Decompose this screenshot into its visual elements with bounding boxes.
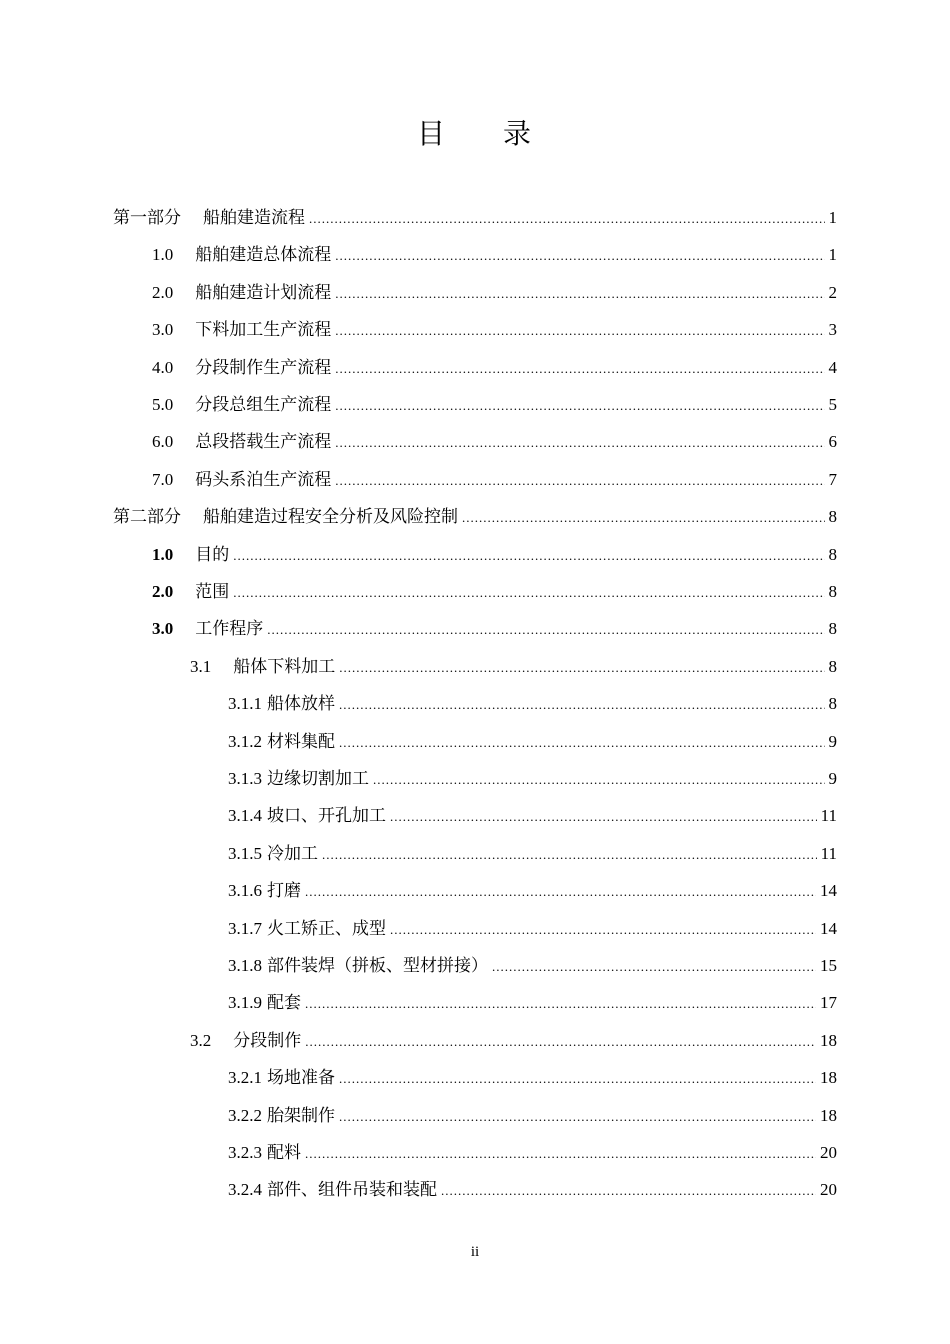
toc-entry-title: 胎架制作 bbox=[267, 1106, 335, 1125]
toc-entry-title: 目的 bbox=[195, 545, 230, 564]
toc-entry-title: 火工矫正、成型 bbox=[267, 919, 386, 938]
toc-entry[interactable] bbox=[152, 390, 837, 420]
toc-entry[interactable] bbox=[228, 876, 837, 906]
toc-entry[interactable] bbox=[113, 203, 837, 233]
toc-dot-leader bbox=[373, 765, 825, 795]
toc-entry-title: 下料加工生产流程 bbox=[195, 320, 332, 339]
toc-entry-page: 6 bbox=[828, 432, 837, 451]
toc-entry-title: 分段总组生产流程 bbox=[195, 395, 332, 414]
toc-entry-number: 3.1.1 bbox=[228, 694, 262, 713]
toc-dot-leader bbox=[335, 428, 824, 458]
toc-entry-page: 2 bbox=[828, 283, 837, 302]
toc-entry[interactable] bbox=[152, 278, 837, 308]
toc-dot-leader bbox=[305, 989, 816, 1019]
toc-entry-page: 20 bbox=[820, 1180, 837, 1199]
toc-entry[interactable] bbox=[228, 839, 837, 869]
toc-entry-title: 码头系泊生产流程 bbox=[195, 470, 332, 489]
toc-entry-title: 范围 bbox=[195, 582, 230, 601]
toc-entry-page: 18 bbox=[820, 1106, 837, 1125]
toc-dot-leader bbox=[339, 1064, 816, 1094]
toc-entry[interactable] bbox=[228, 1101, 837, 1131]
toc-entry-title: 边缘切割加工 bbox=[267, 769, 369, 788]
toc-entry[interactable] bbox=[228, 764, 837, 794]
toc-dot-leader bbox=[335, 316, 824, 346]
toc-entry-title: 总段搭载生产流程 bbox=[195, 432, 332, 451]
toc-entry-page: 1 bbox=[828, 245, 837, 264]
toc-entry-title: 船体下料加工 bbox=[233, 657, 336, 676]
toc-entry-number: 3.0 bbox=[152, 619, 174, 638]
toc-entry-number: 2.0 bbox=[152, 283, 174, 302]
toc-entry[interactable] bbox=[190, 1026, 837, 1056]
toc-dot-leader bbox=[335, 354, 824, 384]
toc-entry[interactable] bbox=[228, 1063, 837, 1093]
toc-entry-number: 1.0 bbox=[152, 545, 174, 564]
toc-entry-number: 第二部分 bbox=[113, 507, 181, 526]
toc-entry-number: 2.0 bbox=[152, 582, 174, 601]
toc-entry-title: 打磨 bbox=[267, 881, 301, 900]
toc-entry-page: 11 bbox=[820, 844, 837, 863]
toc-entry-title: 部件、组件吊装和装配 bbox=[267, 1180, 437, 1199]
toc-entry[interactable] bbox=[152, 614, 837, 644]
page-title-char-2: 录 bbox=[503, 119, 534, 150]
toc-dot-leader bbox=[233, 578, 824, 608]
toc-entry-page: 8 bbox=[828, 619, 837, 638]
toc-entry-number: 3.1.5 bbox=[228, 844, 262, 863]
toc-entry-number: 1.0 bbox=[152, 245, 174, 264]
toc-dot-leader bbox=[335, 466, 824, 496]
toc-entry[interactable] bbox=[152, 540, 837, 570]
toc-entry-page: 20 bbox=[820, 1143, 837, 1162]
toc-entry-page: 7 bbox=[828, 470, 837, 489]
toc-dot-leader bbox=[335, 391, 824, 421]
toc-entry-page: 15 bbox=[820, 956, 837, 975]
toc-entry-title: 坡口、开孔加工 bbox=[267, 806, 386, 825]
toc-entry[interactable] bbox=[228, 689, 837, 719]
toc-entry-number: 3.1.3 bbox=[228, 769, 262, 788]
toc-entry-page: 8 bbox=[828, 657, 837, 676]
toc-entry-page: 8 bbox=[828, 694, 837, 713]
toc-dot-leader bbox=[339, 728, 825, 758]
toc-entry-page: 8 bbox=[828, 582, 837, 601]
toc-dot-leader bbox=[492, 952, 816, 982]
toc-entry-title: 船舶建造流程 bbox=[203, 208, 305, 227]
toc-entry-title: 冷加工 bbox=[267, 844, 318, 863]
toc-entry[interactable] bbox=[228, 1175, 837, 1205]
toc-dot-leader bbox=[339, 1102, 816, 1132]
toc-entry-title: 配料 bbox=[267, 1143, 301, 1162]
toc-entry-number: 3.0 bbox=[152, 320, 174, 339]
toc-entry-number: 3.2.2 bbox=[228, 1106, 262, 1125]
toc-entry[interactable] bbox=[152, 315, 837, 345]
toc-entry[interactable] bbox=[228, 801, 837, 831]
toc-entry-number: 3.1.7 bbox=[228, 919, 262, 938]
toc-entry-page: 18 bbox=[820, 1031, 837, 1050]
toc-entry[interactable] bbox=[152, 427, 837, 457]
toc-entry-number: 3.1.2 bbox=[228, 732, 262, 751]
toc-dot-leader bbox=[339, 653, 824, 683]
toc-dot-leader bbox=[339, 690, 825, 720]
toc-dot-leader bbox=[390, 915, 816, 945]
toc-entry-number: 3.2 bbox=[190, 1031, 212, 1050]
toc-dot-leader bbox=[335, 279, 824, 309]
toc-entry-number: 7.0 bbox=[152, 470, 174, 489]
toc-entry-number: 3.2.4 bbox=[228, 1180, 262, 1199]
page-title-char-1: 目 bbox=[416, 119, 447, 150]
toc-entry-title: 工作程序 bbox=[195, 619, 264, 638]
toc-entry-page: 9 bbox=[828, 732, 837, 751]
toc-entry-page: 3 bbox=[828, 320, 837, 339]
toc-entry[interactable] bbox=[228, 1138, 837, 1168]
toc-dot-leader bbox=[233, 541, 824, 571]
toc-entry-page: 5 bbox=[828, 395, 837, 414]
toc-entry-page: 17 bbox=[820, 993, 837, 1012]
toc-dot-leader bbox=[335, 241, 824, 271]
toc-entry-title: 场地准备 bbox=[267, 1068, 335, 1087]
toc-dot-leader bbox=[462, 503, 825, 533]
toc-entry-number: 3.1 bbox=[190, 657, 212, 676]
toc-dot-leader bbox=[305, 1027, 816, 1057]
toc-entry[interactable] bbox=[152, 577, 837, 607]
toc-entry[interactable] bbox=[152, 465, 837, 495]
toc-entry-page: 8 bbox=[828, 507, 837, 526]
toc-dot-leader bbox=[309, 204, 825, 234]
toc-entry[interactable] bbox=[228, 988, 837, 1018]
page-number: ii bbox=[470, 1244, 480, 1260]
toc-entry-page: 11 bbox=[820, 806, 837, 825]
toc-entry[interactable] bbox=[113, 502, 837, 532]
toc-entry-page: 14 bbox=[820, 919, 837, 938]
toc-entry-number: 5.0 bbox=[152, 395, 174, 414]
toc-dot-leader bbox=[322, 840, 817, 870]
toc-entry-number: 3.1.6 bbox=[228, 881, 262, 900]
toc-entry-page: 4 bbox=[828, 358, 837, 377]
toc-dot-leader bbox=[441, 1176, 816, 1206]
toc-entry-title: 分段制作生产流程 bbox=[195, 358, 332, 377]
toc-entry-title: 船舶建造计划流程 bbox=[195, 283, 332, 302]
toc-entry-number: 3.1.4 bbox=[228, 806, 262, 825]
toc-entry-page: 1 bbox=[828, 208, 837, 227]
toc-entry-number: 第一部分 bbox=[113, 208, 181, 227]
toc-entry[interactable] bbox=[228, 951, 837, 981]
toc-entry[interactable] bbox=[228, 914, 837, 944]
toc-entry-number: 3.2.3 bbox=[228, 1143, 262, 1162]
toc-entry-title: 分段制作 bbox=[233, 1031, 302, 1050]
toc-entry-title: 配套 bbox=[267, 993, 301, 1012]
toc-entry-number: 3.1.8 bbox=[228, 956, 262, 975]
toc-entry-number: 6.0 bbox=[152, 432, 174, 451]
toc-entry-page: 14 bbox=[820, 881, 837, 900]
toc-entry-page: 9 bbox=[828, 769, 837, 788]
toc-entry-page: 8 bbox=[828, 545, 837, 564]
toc-dot-leader bbox=[305, 877, 816, 907]
toc-entry-number: 3.1.9 bbox=[228, 993, 262, 1012]
toc-entry[interactable] bbox=[152, 353, 837, 383]
toc-entry[interactable] bbox=[228, 727, 837, 757]
toc-entry-page: 18 bbox=[820, 1068, 837, 1087]
toc-entry[interactable] bbox=[190, 652, 837, 682]
toc-dot-leader bbox=[305, 1139, 816, 1169]
toc-entry-number: 3.2.1 bbox=[228, 1068, 262, 1087]
toc-entry[interactable] bbox=[152, 240, 837, 270]
toc-entry-number: 4.0 bbox=[152, 358, 174, 377]
toc-entry-title: 部件装焊（拼板、型材拼接） bbox=[267, 956, 488, 975]
toc-entry-title: 船体放样 bbox=[267, 694, 335, 713]
toc-entry-title: 材料集配 bbox=[267, 732, 335, 751]
page-title bbox=[0, 112, 950, 152]
toc-entry-title: 船舶建造总体流程 bbox=[195, 245, 332, 264]
toc-dot-leader bbox=[390, 802, 817, 832]
toc-entry-title: 船舶建造过程安全分析及风险控制 bbox=[203, 507, 458, 526]
toc-dot-leader bbox=[267, 615, 824, 645]
